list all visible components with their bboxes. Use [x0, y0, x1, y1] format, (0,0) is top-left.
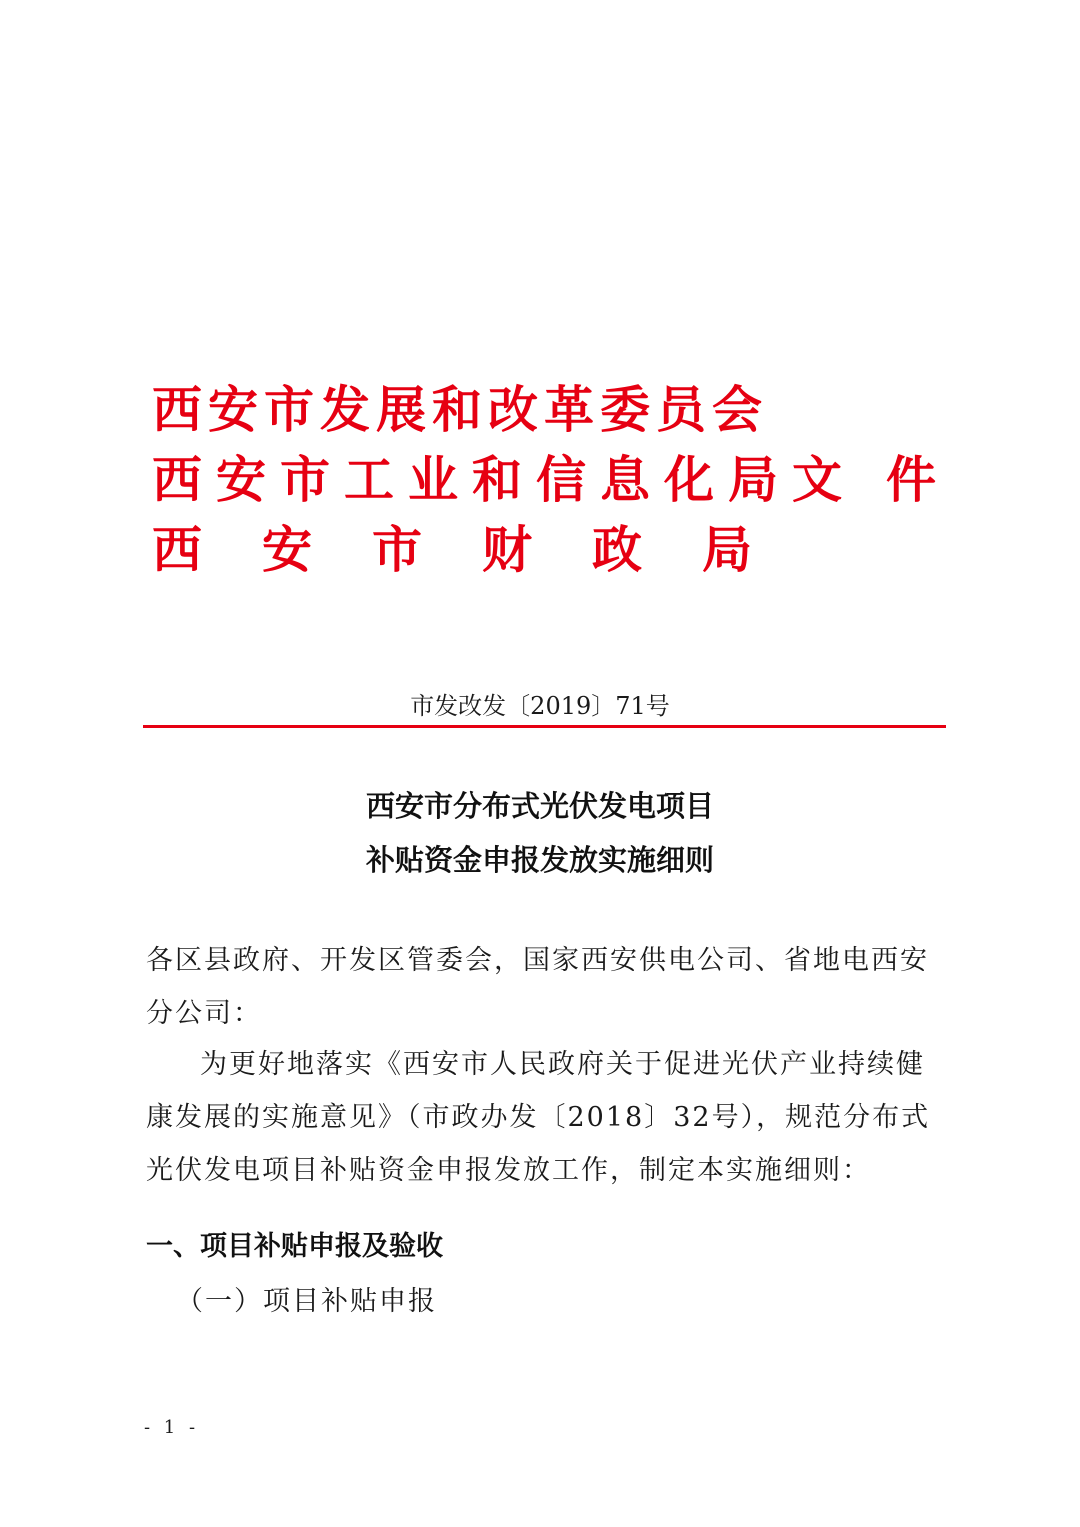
document-number: 市发改发〔2019〕71号	[410, 692, 670, 720]
subsection-heading: （一）项目补贴申报	[176, 1286, 437, 1317]
red-separator-line	[143, 725, 946, 728]
document-title-line-1: 西安市分布式光伏发电项目	[365, 789, 714, 823]
issuer-name-1: 西安市发展和改革委员会	[152, 381, 768, 439]
page-number: - 1 -	[144, 1417, 200, 1438]
issuer-line-2	[152, 451, 942, 509]
issuer-name-3: 西安市财政局	[152, 521, 812, 579]
section-heading: 一、项目补贴申报及验收	[146, 1231, 443, 1262]
issuer-line-3	[152, 521, 942, 579]
issuer-name-2: 西安市工业和信息化局文	[152, 451, 856, 509]
intro-paragraph: 为更好地落实《西安市人民政府关于促进光伏产业持续健康发展的实施意见》（市政办发〔2018〕32号），规范分布式光伏发电项目补贴资金申报发放工作，制定本实施细则：	[146, 1049, 931, 1186]
recipients-paragraph: 各区县政府、开发区管委会，国家西安供电公司、省地电西安分公司：	[146, 945, 929, 1029]
document-label: 件	[886, 451, 936, 509]
document-title-line-2: 补贴资金申报发放实施细则	[365, 843, 714, 877]
issuer-line-1	[152, 381, 942, 439]
